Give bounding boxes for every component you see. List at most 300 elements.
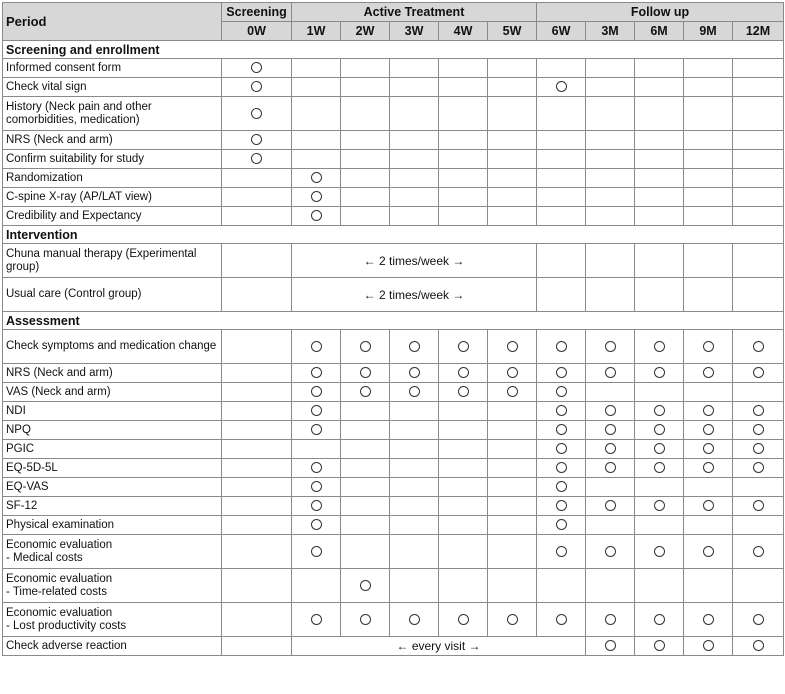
circle-mark-icon <box>605 640 616 651</box>
schedule-cell <box>222 516 292 535</box>
schedule-cell <box>586 78 635 97</box>
circle-mark-icon <box>507 614 518 625</box>
schedule-cell <box>222 59 292 78</box>
schedule-cell <box>537 59 586 78</box>
circle-mark-icon <box>556 341 567 352</box>
circle-mark-icon <box>556 546 567 557</box>
schedule-cell <box>684 478 733 497</box>
schedule-cell <box>537 421 586 440</box>
schedule-cell <box>586 569 635 603</box>
circle-mark-icon <box>654 614 665 625</box>
circle-mark-icon <box>311 191 322 202</box>
schedule-cell <box>586 516 635 535</box>
circle-mark-icon <box>605 405 616 416</box>
schedule-cell <box>684 440 733 459</box>
schedule-cell <box>390 364 439 383</box>
section-row <box>3 312 784 330</box>
schedule-cell <box>439 478 488 497</box>
row-label: Economic evaluation - Medical costs <box>3 535 222 569</box>
table-row <box>3 188 784 207</box>
table-row <box>3 535 784 569</box>
schedule-cell <box>733 188 784 207</box>
circle-mark-icon <box>556 519 567 530</box>
schedule-cell <box>292 59 341 78</box>
circle-mark-icon <box>311 519 322 530</box>
schedule-cell <box>292 169 341 188</box>
table-row <box>3 330 784 364</box>
circle-mark-icon <box>251 81 262 92</box>
schedule-cell <box>292 459 341 478</box>
schedule-cell <box>635 569 684 603</box>
schedule-cell <box>292 440 341 459</box>
schedule-cell <box>488 497 537 516</box>
schedule-cell <box>488 97 537 131</box>
schedule-cell <box>635 421 684 440</box>
schedule-cell <box>733 569 784 603</box>
schedule-cell <box>537 150 586 169</box>
schedule-cell <box>439 383 488 402</box>
circle-mark-icon <box>311 424 322 435</box>
row-label: Confirm suitability for study <box>3 150 222 169</box>
schedule-cell <box>488 169 537 188</box>
schedule-cell <box>292 150 341 169</box>
schedule-cell <box>537 97 586 131</box>
schedule-cell <box>341 516 390 535</box>
schedule-cell <box>222 278 292 312</box>
schedule-cell <box>390 497 439 516</box>
circle-mark-icon <box>556 614 567 625</box>
schedule-cell <box>733 421 784 440</box>
schedule-cell <box>684 569 733 603</box>
schedule-cell <box>488 131 537 150</box>
schedule-cell <box>222 78 292 97</box>
schedule-cell <box>733 207 784 226</box>
schedule-cell <box>488 188 537 207</box>
schedule-cell <box>733 244 784 278</box>
schedule-cell <box>488 383 537 402</box>
schedule-cell <box>292 603 341 637</box>
schedule-cell <box>439 421 488 440</box>
schedule-cell <box>635 516 684 535</box>
schedule-cell <box>439 364 488 383</box>
circle-mark-icon <box>654 341 665 352</box>
schedule-cell <box>586 207 635 226</box>
schedule-cell <box>488 421 537 440</box>
column-header: 4W <box>439 22 488 41</box>
schedule-cell <box>292 207 341 226</box>
schedule-cell <box>537 78 586 97</box>
schedule-cell <box>537 459 586 478</box>
schedule-cell <box>390 169 439 188</box>
row-label: C-spine X-ray (AP/LAT view) <box>3 188 222 207</box>
schedule-cell <box>390 97 439 131</box>
row-label: NRS (Neck and arm) <box>3 131 222 150</box>
schedule-cell <box>537 244 586 278</box>
schedule-cell <box>439 459 488 478</box>
row-label: Check symptoms and medication change <box>3 330 222 364</box>
circle-mark-icon <box>753 424 764 435</box>
table-row <box>3 244 784 278</box>
schedule-cell <box>341 402 390 421</box>
schedule-cell <box>537 383 586 402</box>
schedule-cell <box>537 169 586 188</box>
schedule-cell <box>586 364 635 383</box>
span-note: ← 2 times/week → <box>292 244 537 278</box>
schedule-cell <box>635 169 684 188</box>
schedule-cell <box>341 150 390 169</box>
circle-mark-icon <box>556 443 567 454</box>
circle-mark-icon <box>703 462 714 473</box>
schedule-cell <box>684 459 733 478</box>
circle-mark-icon <box>458 341 469 352</box>
table-row <box>3 459 784 478</box>
schedule-cell <box>292 383 341 402</box>
schedule-cell <box>488 364 537 383</box>
schedule-cell <box>390 188 439 207</box>
table-row <box>3 150 784 169</box>
schedule-cell <box>488 478 537 497</box>
column-header: 6M <box>635 22 684 41</box>
schedule-cell <box>733 59 784 78</box>
circle-mark-icon <box>311 210 322 221</box>
schedule-cell <box>488 402 537 421</box>
schedule-cell <box>586 497 635 516</box>
table-row <box>3 516 784 535</box>
schedule-cell <box>292 188 341 207</box>
table-row <box>3 402 784 421</box>
circle-mark-icon <box>605 424 616 435</box>
schedule-cell <box>222 535 292 569</box>
circle-mark-icon <box>311 367 322 378</box>
schedule-cell <box>222 207 292 226</box>
table-row <box>3 478 784 497</box>
schedule-cell <box>390 569 439 603</box>
schedule-cell <box>684 497 733 516</box>
schedule-cell <box>292 402 341 421</box>
schedule-cell <box>586 131 635 150</box>
schedule-cell <box>635 330 684 364</box>
schedule-cell <box>684 637 733 656</box>
circle-mark-icon <box>605 341 616 352</box>
schedule-cell <box>341 421 390 440</box>
schedule-cell <box>733 169 784 188</box>
schedule-cell <box>684 535 733 569</box>
schedule-cell <box>733 364 784 383</box>
column-header: 3M <box>586 22 635 41</box>
schedule-cell <box>586 59 635 78</box>
row-label: EQ-5D-5L <box>3 459 222 478</box>
schedule-cell <box>635 535 684 569</box>
schedule-cell <box>733 383 784 402</box>
schedule-cell <box>537 569 586 603</box>
schedule-cell <box>390 421 439 440</box>
circle-mark-icon <box>311 500 322 511</box>
schedule-cell <box>341 383 390 402</box>
schedule-table <box>2 2 784 656</box>
schedule-cell <box>586 535 635 569</box>
schedule-cell <box>488 78 537 97</box>
schedule-cell <box>439 207 488 226</box>
schedule-cell <box>439 131 488 150</box>
circle-mark-icon <box>556 500 567 511</box>
table-row <box>3 421 784 440</box>
circle-mark-icon <box>703 443 714 454</box>
schedule-cell <box>390 535 439 569</box>
column-header: 0W <box>222 22 292 41</box>
schedule-cell <box>292 478 341 497</box>
circle-mark-icon <box>753 500 764 511</box>
schedule-cell <box>586 150 635 169</box>
schedule-cell <box>488 569 537 603</box>
circle-mark-icon <box>556 462 567 473</box>
schedule-cell <box>684 402 733 421</box>
circle-mark-icon <box>654 462 665 473</box>
row-label: NDI <box>3 402 222 421</box>
circle-mark-icon <box>311 546 322 557</box>
schedule-cell <box>222 637 292 656</box>
schedule-cell <box>488 440 537 459</box>
schedule-cell <box>488 535 537 569</box>
schedule-cell <box>635 188 684 207</box>
table-row <box>3 78 784 97</box>
row-label: Check adverse reaction <box>3 637 222 656</box>
circle-mark-icon <box>605 462 616 473</box>
row-label: PGIC <box>3 440 222 459</box>
circle-mark-icon <box>409 341 420 352</box>
circle-mark-icon <box>251 153 262 164</box>
circle-mark-icon <box>360 386 371 397</box>
schedule-cell <box>341 364 390 383</box>
group-header: Follow up <box>537 3 784 22</box>
circle-mark-icon <box>605 367 616 378</box>
period-header: Period <box>3 3 222 41</box>
column-header: 5W <box>488 22 537 41</box>
circle-mark-icon <box>654 367 665 378</box>
schedule-cell <box>222 569 292 603</box>
row-label: Randomization <box>3 169 222 188</box>
schedule-cell <box>222 364 292 383</box>
circle-mark-icon <box>703 341 714 352</box>
circle-mark-icon <box>360 614 371 625</box>
circle-mark-icon <box>409 367 420 378</box>
schedule-cell <box>488 459 537 478</box>
column-header: 3W <box>390 22 439 41</box>
circle-mark-icon <box>605 546 616 557</box>
schedule-cell <box>733 97 784 131</box>
circle-mark-icon <box>311 341 322 352</box>
schedule-cell <box>537 278 586 312</box>
row-label: SF-12 <box>3 497 222 516</box>
schedule-cell <box>537 364 586 383</box>
table-body <box>3 41 784 656</box>
schedule-cell <box>341 78 390 97</box>
circle-mark-icon <box>654 405 665 416</box>
schedule-cell <box>341 97 390 131</box>
schedule-cell <box>733 603 784 637</box>
circle-mark-icon <box>703 500 714 511</box>
table-header <box>3 3 784 41</box>
circle-mark-icon <box>753 614 764 625</box>
circle-mark-icon <box>458 614 469 625</box>
schedule-cell <box>222 459 292 478</box>
schedule-cell <box>341 535 390 569</box>
schedule-cell <box>222 330 292 364</box>
schedule-cell <box>390 330 439 364</box>
group-header: Active Treatment <box>292 3 537 22</box>
schedule-cell <box>537 497 586 516</box>
schedule-cell <box>390 383 439 402</box>
table-row <box>3 131 784 150</box>
schedule-cell <box>684 59 733 78</box>
span-note: ← 2 times/week → <box>292 278 537 312</box>
row-label: Credibility and Expectancy <box>3 207 222 226</box>
schedule-cell <box>439 97 488 131</box>
circle-mark-icon <box>360 341 371 352</box>
schedule-cell <box>537 402 586 421</box>
schedule-cell <box>341 330 390 364</box>
schedule-cell <box>488 59 537 78</box>
circle-mark-icon <box>360 580 371 591</box>
schedule-cell <box>537 535 586 569</box>
schedule-cell <box>537 440 586 459</box>
schedule-cell <box>488 207 537 226</box>
schedule-cell <box>222 603 292 637</box>
schedule-cell <box>733 330 784 364</box>
circle-mark-icon <box>605 500 616 511</box>
table-row <box>3 497 784 516</box>
circle-mark-icon <box>753 640 764 651</box>
schedule-cell <box>439 78 488 97</box>
circle-mark-icon <box>458 386 469 397</box>
circle-mark-icon <box>703 424 714 435</box>
table-row <box>3 278 784 312</box>
circle-mark-icon <box>311 386 322 397</box>
circle-mark-icon <box>654 546 665 557</box>
schedule-cell <box>222 169 292 188</box>
section-row <box>3 41 784 59</box>
schedule-cell <box>537 131 586 150</box>
schedule-cell <box>341 59 390 78</box>
schedule-cell <box>684 516 733 535</box>
schedule-cell <box>635 383 684 402</box>
row-label: Economic evaluation - Time-related costs <box>3 569 222 603</box>
schedule-cell <box>488 330 537 364</box>
schedule-cell <box>439 402 488 421</box>
circle-mark-icon <box>360 367 371 378</box>
table-row <box>3 169 784 188</box>
schedule-cell <box>684 244 733 278</box>
schedule-cell <box>341 569 390 603</box>
circle-mark-icon <box>251 134 262 145</box>
schedule-cell <box>684 78 733 97</box>
circle-mark-icon <box>654 500 665 511</box>
circle-mark-icon <box>703 405 714 416</box>
schedule-cell <box>390 59 439 78</box>
circle-mark-icon <box>311 481 322 492</box>
schedule-cell <box>684 150 733 169</box>
schedule-cell <box>222 244 292 278</box>
schedule-cell <box>439 150 488 169</box>
schedule-cell <box>684 188 733 207</box>
schedule-cell <box>733 478 784 497</box>
schedule-cell <box>684 330 733 364</box>
schedule-cell <box>684 97 733 131</box>
column-header: 2W <box>341 22 390 41</box>
table-row <box>3 383 784 402</box>
table-row <box>3 603 784 637</box>
schedule-cell <box>390 603 439 637</box>
schedule-cell <box>733 637 784 656</box>
schedule-cell <box>292 535 341 569</box>
circle-mark-icon <box>753 341 764 352</box>
schedule-cell <box>537 188 586 207</box>
schedule-cell <box>586 459 635 478</box>
schedule-cell <box>733 516 784 535</box>
circle-mark-icon <box>605 614 616 625</box>
circle-mark-icon <box>409 386 420 397</box>
schedule-cell <box>390 150 439 169</box>
schedule-cell <box>635 364 684 383</box>
schedule-cell <box>439 535 488 569</box>
schedule-cell <box>586 188 635 207</box>
schedule-cell <box>586 278 635 312</box>
circle-mark-icon <box>311 172 322 183</box>
schedule-cell <box>341 497 390 516</box>
section-title: Assessment <box>3 312 784 330</box>
schedule-cell <box>439 497 488 516</box>
schedule-cell <box>635 478 684 497</box>
schedule-cell <box>684 603 733 637</box>
schedule-cell <box>390 459 439 478</box>
schedule-cell <box>222 383 292 402</box>
schedule-cell <box>292 78 341 97</box>
circle-mark-icon <box>409 614 420 625</box>
schedule-cell <box>586 603 635 637</box>
circle-mark-icon <box>251 108 262 119</box>
schedule-cell <box>488 150 537 169</box>
schedule-cell <box>586 244 635 278</box>
schedule-cell <box>292 569 341 603</box>
circle-mark-icon <box>654 640 665 651</box>
schedule-cell <box>684 169 733 188</box>
schedule-cell <box>537 207 586 226</box>
schedule-cell <box>635 244 684 278</box>
section-title: Screening and enrollment <box>3 41 784 59</box>
schedule-cell <box>684 131 733 150</box>
circle-mark-icon <box>311 462 322 473</box>
circle-mark-icon <box>753 443 764 454</box>
schedule-cell <box>733 131 784 150</box>
schedule-cell <box>635 97 684 131</box>
span-note: ← every visit → <box>292 637 586 656</box>
schedule-cell <box>341 169 390 188</box>
schedule-cell <box>635 402 684 421</box>
schedule-cell <box>390 78 439 97</box>
circle-mark-icon <box>556 386 567 397</box>
circle-mark-icon <box>556 481 567 492</box>
row-label: History (Neck pain and other comorbidities, medication) <box>3 97 222 131</box>
schedule-cell <box>733 440 784 459</box>
schedule-cell <box>341 459 390 478</box>
table-row <box>3 569 784 603</box>
group-header-row <box>3 3 784 22</box>
schedule-cell <box>586 402 635 421</box>
schedule-cell <box>341 440 390 459</box>
schedule-cell <box>586 637 635 656</box>
row-label: Informed consent form <box>3 59 222 78</box>
circle-mark-icon <box>556 367 567 378</box>
schedule-cell <box>537 516 586 535</box>
